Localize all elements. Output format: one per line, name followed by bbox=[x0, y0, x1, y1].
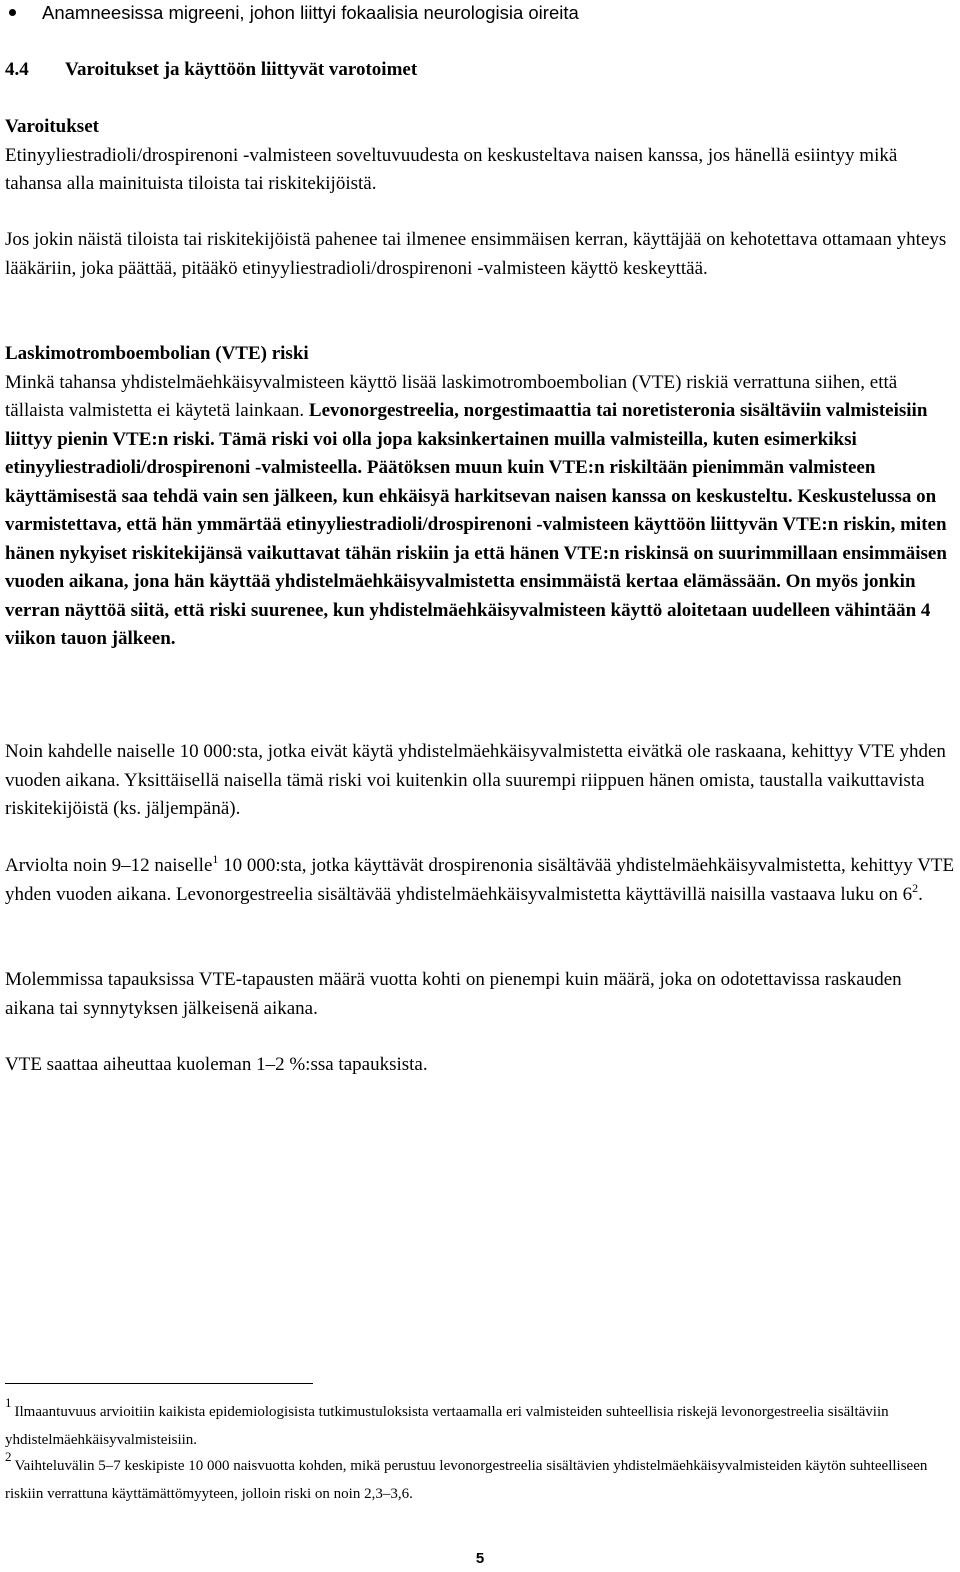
section-title: Varoitukset ja käyttöön liittyvät varotoimet bbox=[65, 59, 418, 80]
vte-p4-part-a: Arviolta noin 9–12 naiselle bbox=[5, 855, 213, 876]
footnote-2 bbox=[5, 1449, 955, 1508]
section-heading bbox=[5, 57, 417, 83]
footnote-1 bbox=[5, 1395, 955, 1454]
warnings-block bbox=[5, 113, 955, 199]
warnings-paragraph-1: Etinyyliestradioli/drospirenoni -valmisteen soveltuvuudesta on keskusteltava naisen kanssa, jos hänellä esiintyy mikä tahansa alla mainituista tiloista tai riskitekijöistä. bbox=[5, 144, 898, 194]
warnings-paragraph-2-block bbox=[5, 226, 955, 283]
vte-paragraph-3: Noin kahdelle naiselle 10 000:sta, jotka eivät käytä yhdistelmäehkäisyvalmistetta eivätkä ole raskaana, kehittyy VTE yhden vuoden aikana. Yksittäisellä naisella tämä riski voi kuitenkin olla suurempi riippuen hänen omista, taustalla vaikuttavista riskitekijöistä (ks. jäljempänä). bbox=[5, 741, 946, 819]
page-number: 5 bbox=[475, 1550, 485, 1567]
footnote-1-mark: 1 bbox=[5, 1395, 12, 1410]
vte-heading: Laskimotromboembolian (VTE) riski bbox=[5, 343, 309, 364]
warnings-paragraph-2: Jos jokin näistä tiloista tai riskitekijöistä pahenee tai ilmenee ensimmäisen kerran, käyttäjää on kehotettava ottamaan yhteys lääkäriin, joka päättää, pitääkö etinyyliestradioli/drospirenoni -valmisteen käyttö keskeyttää. bbox=[5, 229, 947, 279]
footnote-separator bbox=[5, 1383, 313, 1384]
vte-p4-part-c: . bbox=[918, 883, 923, 905]
vte-block bbox=[5, 340, 955, 654]
vte-paragraph-1 bbox=[5, 369, 955, 654]
vte-paragraph-1-bold: Levonorgestreelia, norgestimaattia tai noretisteronia sisältäviin valmisteisiin liittyy pienin VTE:n riski. Tämä riski voi olla jopa kaksinkertainen muilla valmisteilla, kuten esimerkiksi etinyyliestradioli/drospirenoni -valmisteella. Päätöksen muun kuin VTE:n riskiltään pienimmän valmisteen käyttämisestä saa tehdä vain sen jälkeen, kun ehkäisyä harkitsevan naisen kanssa on keskusteltu. Keskustelussa on varmistettava, että hän ymmärtää etinyyliestradioli/drospirenoni -valmisteen käyttöön liittyvän VTE:n riskin, miten hänen nykyiset riskitekijänsä vaikuttavat tähän riskiin ja että hänen VTE:n riskinsä on suurimmillaan ensimmäisen vuoden aikana, jona hän käyttää yhdistelmäehkäisyvalmistetta ensimmäistä kertaa elämässään. On myös jonkin verran näyttöä siitä, että riski suurenee, kun yhdistelmäehkäisyvalmisteen käyttö aloitetaan uudelleen vähintään 4 viikon tauon jälkeen. bbox=[5, 400, 947, 649]
footnote-1-text: Ilmaantuvuus arvioitiin kaikista epidemiologisista tutkimustuloksista vertaamalla eri valmisteiden suhteellisia riskejä levonorgestreelia sisältäviin yhdistelmäehkäisyvalmisteisiin. bbox=[5, 1404, 889, 1448]
vte-p4-part-b: 10 000:sta, jotka käyttävät drospirenonia sisältävää yhdistelmäehkäisyvalmistetta, kehittyy VTE yhden vuoden aikana. Levonorgestreelia sisältävää yhdistelmäehkäisyvalmistetta käyttävillä naisilla vastaava luku on 6 bbox=[5, 855, 955, 905]
vte-paragraph-4 bbox=[5, 852, 955, 909]
section-number: 4.4 bbox=[5, 59, 29, 80]
vte-paragraph-3-block bbox=[5, 738, 955, 824]
vte-paragraph-5: Molemmissa tapauksissa VTE-tapausten määrä vuotta kohti on pienempi kuin määrä, joka on odotettavissa raskauden aikana tai synnytyksen jälkeisenä aikana. bbox=[5, 969, 902, 1019]
bullet-text: Anamneesissa migreeni, johon liittyi fokaalisia neurologisia oireita bbox=[42, 2, 579, 23]
vte-paragraph-5-block bbox=[5, 966, 955, 1023]
vte-paragraph-1-normal: Minkä tahansa yhdistelmäehkäisyvalmisteen käyttö lisää laskimotromboembolian (VTE) riskiä verrattuna siihen, että tällaista valmistetta ei käytetä lainkaan. bbox=[5, 371, 898, 421]
vte-paragraph-4-block bbox=[5, 852, 955, 909]
warnings-heading: Varoitukset bbox=[5, 116, 99, 137]
footnote-2-text: Vaihteluvälin 5–7 keskipiste 10 000 naisvuotta kohden, mikä perustuu levonorgestreelia sisältävien yhdistelmäehkäisyvalmisteiden käytön suhteelliseen riskiin verrattuna käyttämättömyyteen, jolloin riski on noin 2,3–3,6. bbox=[5, 1458, 928, 1502]
footnote-ref-1[interactable]: 1 bbox=[212, 852, 219, 866]
vte-paragraph-6-block bbox=[5, 1051, 955, 1080]
vte-paragraph-6: VTE saattaa aiheuttaa kuoleman 1–2 %:ssa tapauksista. bbox=[5, 1054, 428, 1075]
footnote-ref-2[interactable]: 2 bbox=[912, 880, 919, 895]
footnote-2-mark: 2 bbox=[5, 1449, 12, 1464]
bullet-dot bbox=[9, 9, 16, 16]
